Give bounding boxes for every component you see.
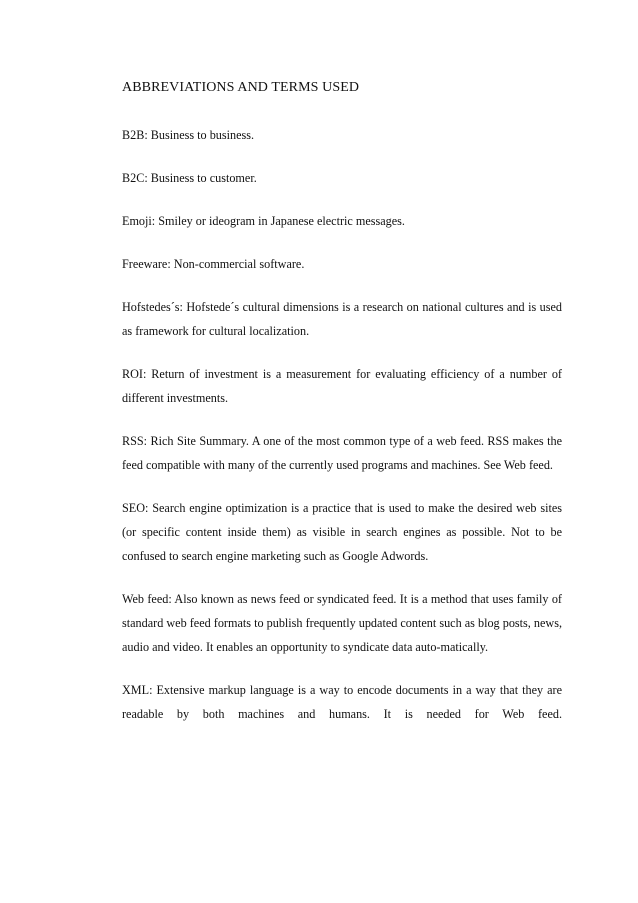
document-page xyxy=(122,77,562,745)
term-rss: RSS: Rich Site Summary. A one of the most common type of a web feed. RSS makes the feed compatible with many of the currently used programs and machines. See Web feed. xyxy=(122,434,562,472)
term-roi: ROI: Return of investment is a measurement for evaluating efficiency of a number of different investments. xyxy=(122,367,562,405)
page-title: ABBREVIATIONS AND TERMS USED xyxy=(122,80,360,95)
term-freeware: Freeware: Non-commercial software. xyxy=(122,257,305,271)
term-web-feed: Web feed: Also known as news feed or syndicated feed. It is a method that uses family of standard web feed formats to publish frequently updated content such as blog posts, news, audio and video. It enables an opportunity to syndicate data auto-matically. xyxy=(122,592,562,654)
term-xml: XML: Extensive markup language is a way to encode documents in a way that they are readable by both machines and humans. It is needed for Web feed. xyxy=(122,683,562,721)
term-hofstedes: Hofstedes´s: Hofstede´s cultural dimensions is a research on national cultures and is used as framework for cultural localization. xyxy=(122,300,562,338)
term-b2c: B2C: Business to customer. xyxy=(122,171,257,185)
term-emoji: Emoji: Smiley or ideogram in Japanese electric messages. xyxy=(122,214,405,228)
term-seo: SEO: Search engine optimization is a practice that is used to make the desired web sites (or specific content inside them) as visible in search engines as possible. Not to be confused to search engine marketing such as Google Adwords. xyxy=(122,501,562,563)
term-b2b: B2B: Business to business. xyxy=(122,128,255,142)
